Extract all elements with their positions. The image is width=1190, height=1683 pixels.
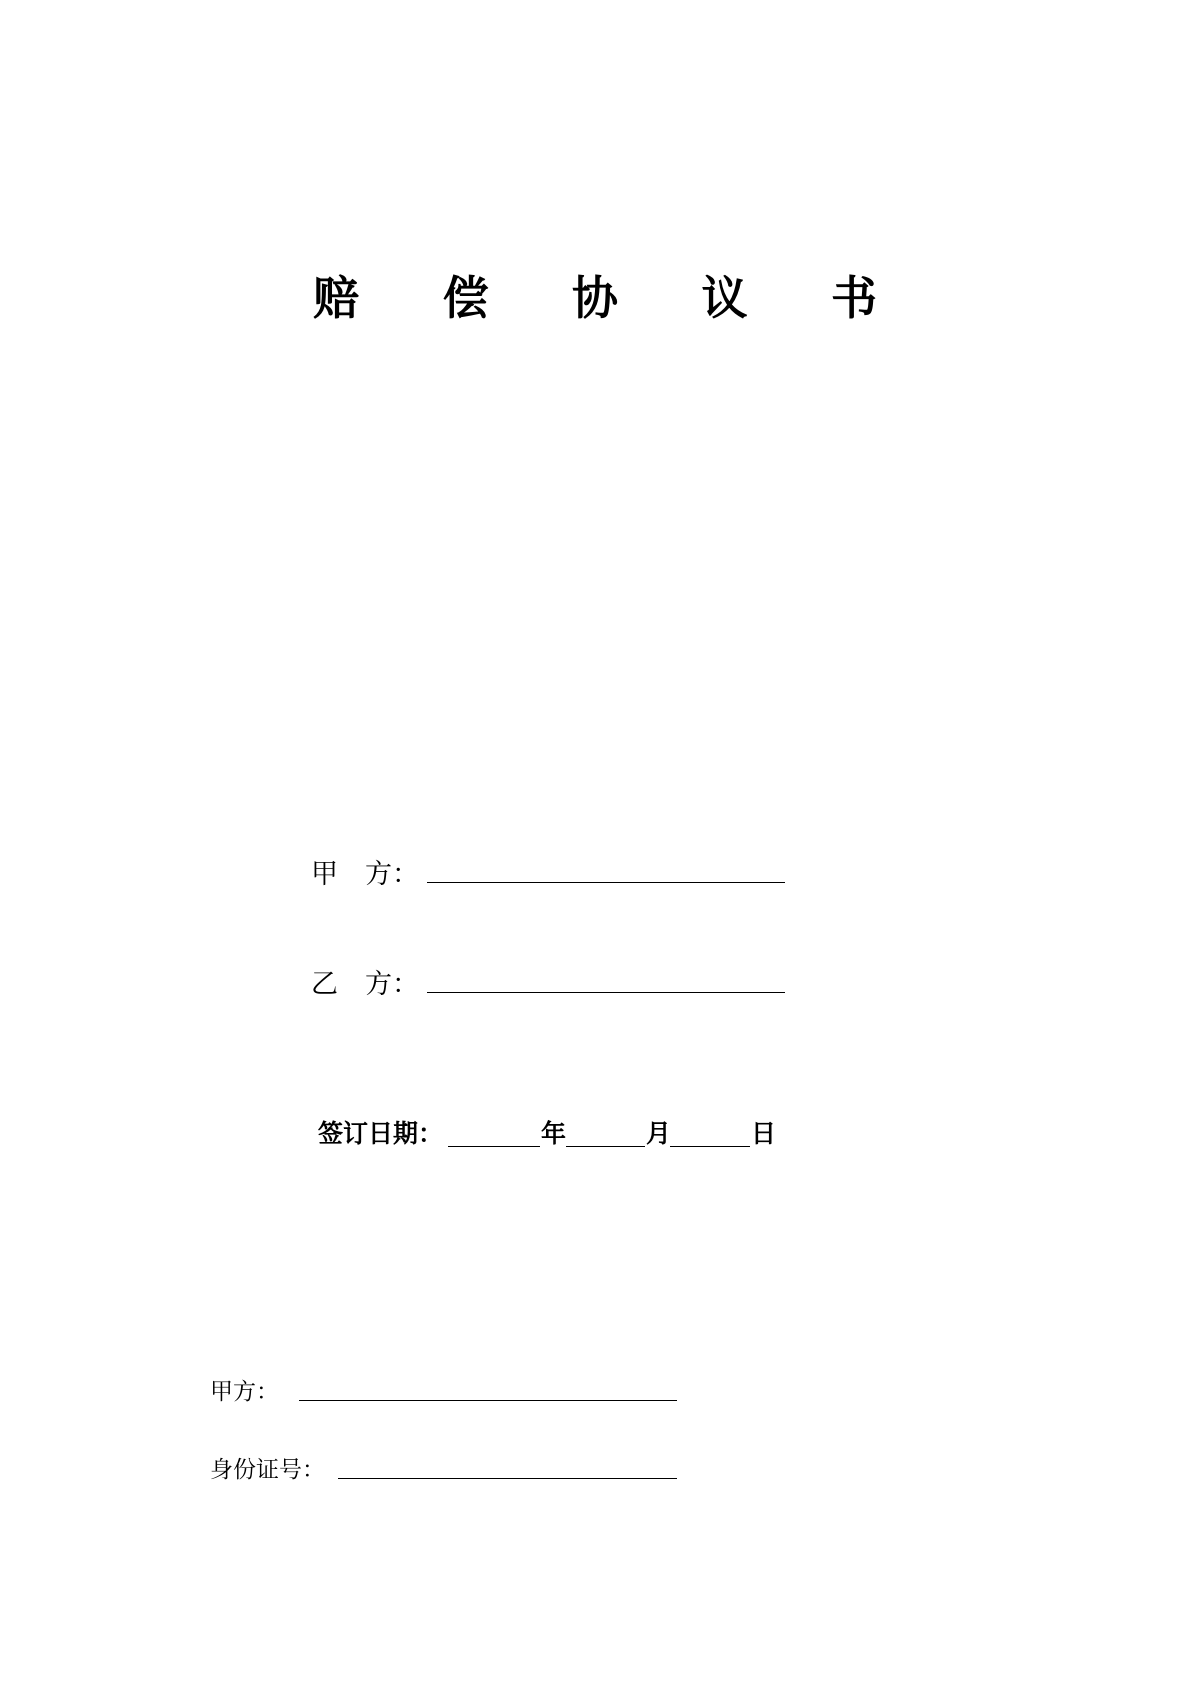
- party-a-label: 甲 方：: [311, 859, 419, 889]
- day-label: 日: [751, 1121, 777, 1148]
- party-b-field[interactable]: [427, 992, 785, 993]
- year-label: 年: [541, 1121, 567, 1148]
- party-b-label: 乙 方：: [311, 969, 419, 999]
- id-number-field[interactable]: [338, 1478, 677, 1479]
- year-field[interactable]: [448, 1146, 540, 1147]
- signature-party-a-field[interactable]: [299, 1400, 677, 1401]
- signature-party-a-label: 甲方：: [210, 1379, 279, 1404]
- month-label: 月: [646, 1121, 672, 1148]
- document-title: 赔 偿 协 议 书: [313, 273, 913, 324]
- month-field[interactable]: [566, 1146, 645, 1147]
- id-number-label: 身份证号：: [210, 1457, 325, 1482]
- party-a-field[interactable]: [427, 882, 785, 883]
- signing-date-label: 签订日期：: [318, 1121, 444, 1148]
- day-field[interactable]: [670, 1146, 750, 1147]
